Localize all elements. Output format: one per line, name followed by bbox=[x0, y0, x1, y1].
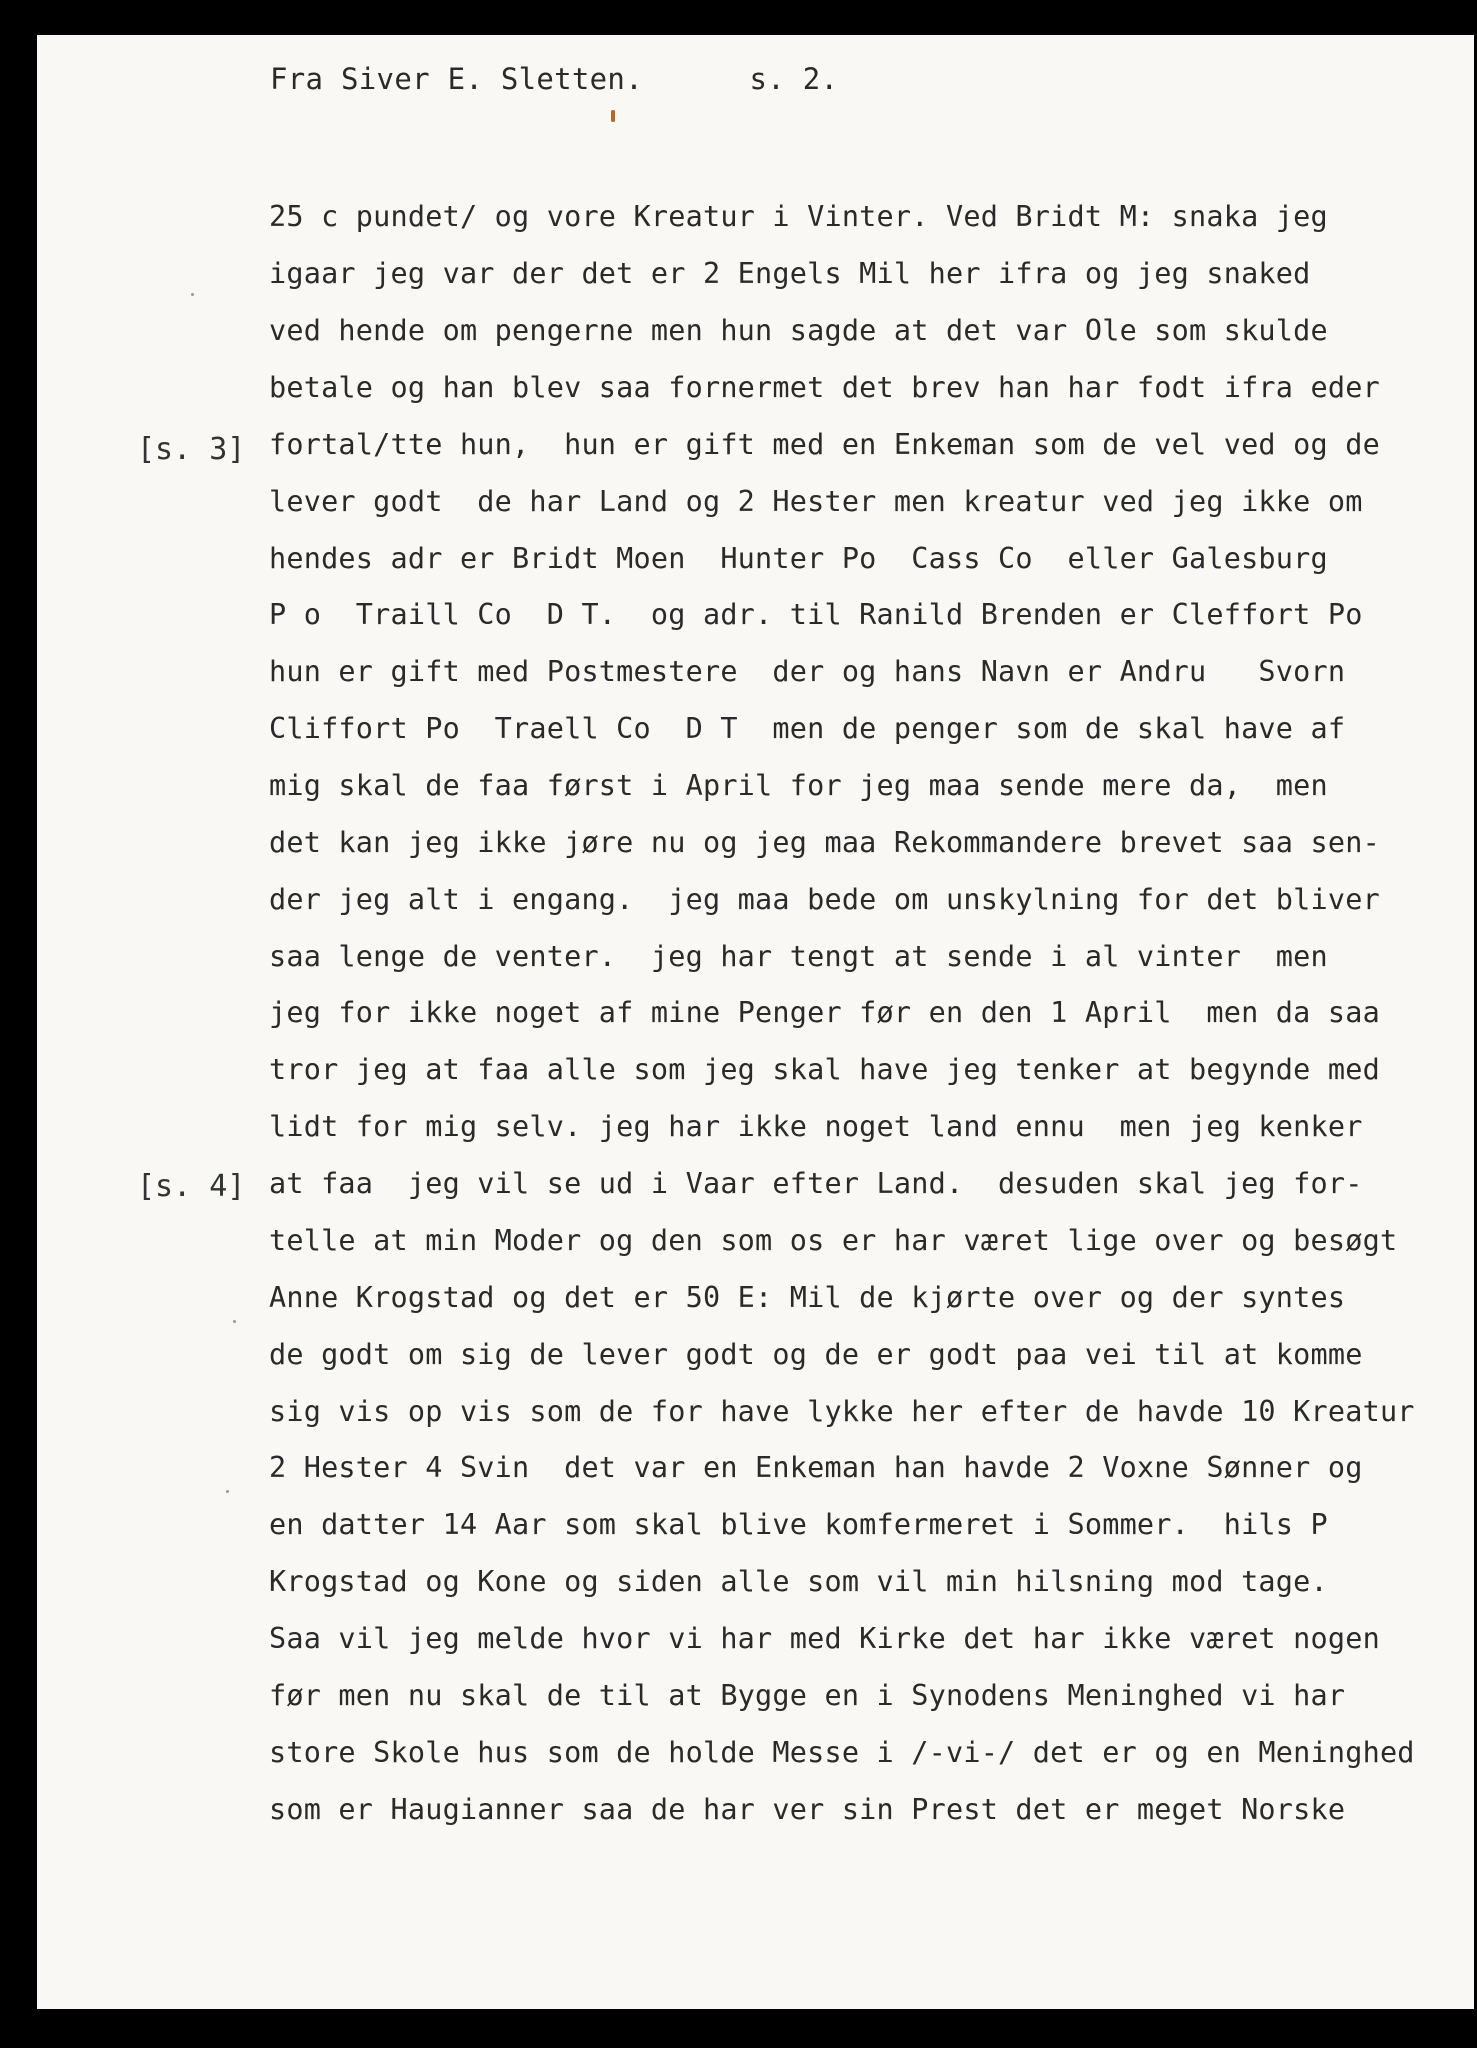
text-line-28: store Skole hus som de holde Messe i /-vi-/ det er og en Meninghed bbox=[269, 1736, 1415, 1769]
text-line-25: Krogstad og Kone og siden alle som vil min hilsning mod tage. bbox=[269, 1565, 1328, 1598]
ink-mark bbox=[611, 110, 615, 122]
text-line-19: telle at min Moder og den som os er har været lige over og besøgt bbox=[269, 1224, 1398, 1257]
text-line-11: mig skal de faa først i April for jeg maa sende mere da, men bbox=[269, 769, 1328, 802]
text-line-16: tror jeg at faa alle som jeg skal have jeg tenker at begynde med bbox=[269, 1053, 1380, 1086]
text-line-17: lidt for mig selv. jeg har ikke noget land ennu men jeg kenker bbox=[269, 1110, 1363, 1143]
text-line-26: Saa vil jeg melde hvor vi har med Kirke det har ikke været nogen bbox=[269, 1622, 1380, 1655]
text-line-1: 25 c pundet/ og vore Kreatur i Vinter. Ved Bridt M: snaka jeg bbox=[269, 200, 1328, 233]
page-header: Fra Siver E. Sletten. s. 2. bbox=[270, 62, 839, 96]
text-line-12: det kan jeg ikke jøre nu og jeg maa Rekommandere brevet saa sen- bbox=[269, 826, 1380, 859]
text-line-29: som er Haugianner saa de har ver sin Prest det er meget Norske bbox=[269, 1793, 1346, 1826]
text-line-8: P o Traill Co D T. og adr. til Ranild Brenden er Cleffort Po bbox=[269, 598, 1363, 631]
text-line-27: før men nu skal de til at Bygge en i Synodens Meninghed vi har bbox=[269, 1679, 1346, 1712]
text-line-23: 2 Hester 4 Svin det var en Enkeman han havde 2 Voxne Sønner og bbox=[269, 1451, 1363, 1484]
page-marker-4: [s. 4] bbox=[137, 1169, 246, 1204]
text-line-4: betale og han blev saa fornermet det brev han har fodt ifra eder bbox=[269, 371, 1380, 404]
text-line-18: at faa jeg vil se ud i Vaar efter Land. desuden skal jeg for- bbox=[269, 1167, 1363, 1200]
text-line-10: Cliffort Po Traell Co D T men de penger som de skal have af bbox=[269, 712, 1346, 745]
paper-speck bbox=[233, 1320, 236, 1323]
text-line-9: hun er gift med Postmestere der og hans Navn er Andru Svorn bbox=[269, 655, 1346, 688]
text-line-13: der jeg alt i engang. jeg maa bede om unskylning for det bliver bbox=[269, 883, 1380, 916]
text-line-20: Anne Krogstad og det er 50 E: Mil de kjørte over og der syntes bbox=[269, 1281, 1346, 1314]
text-line-2: igaar jeg var der det er 2 Engels Mil her ifra og jeg snaked bbox=[269, 257, 1311, 290]
text-line-5: fortal/tte hun, hun er gift med en Enkeman som de vel ved og de bbox=[269, 428, 1380, 461]
text-line-7: hendes adr er Bridt Moen Hunter Po Cass Co eller Galesburg bbox=[269, 542, 1328, 575]
page-marker-3: [s. 3] bbox=[137, 432, 246, 467]
text-line-3: ved hende om pengerne men hun sagde at det var Ole som skulde bbox=[269, 314, 1328, 347]
text-line-14: saa lenge de venter. jeg har tengt at sende i al vinter men bbox=[269, 940, 1328, 973]
document-page bbox=[37, 35, 1474, 2009]
text-line-21: de godt om sig de lever godt og de er godt paa vei til at komme bbox=[269, 1338, 1363, 1371]
text-line-15: jeg for ikke noget af mine Penger før en den 1 April men da saa bbox=[269, 996, 1380, 1029]
paper-speck bbox=[226, 1490, 229, 1493]
paper-speck bbox=[191, 293, 194, 296]
text-line-6: lever godt de har Land og 2 Hester men kreatur ved jeg ikke om bbox=[269, 485, 1363, 518]
text-line-24: en datter 14 Aar som skal blive komfermeret i Sommer. hils P bbox=[269, 1508, 1328, 1541]
text-line-22: sig vis op vis som de for have lykke her efter de havde 10 Kreatur bbox=[269, 1395, 1415, 1428]
